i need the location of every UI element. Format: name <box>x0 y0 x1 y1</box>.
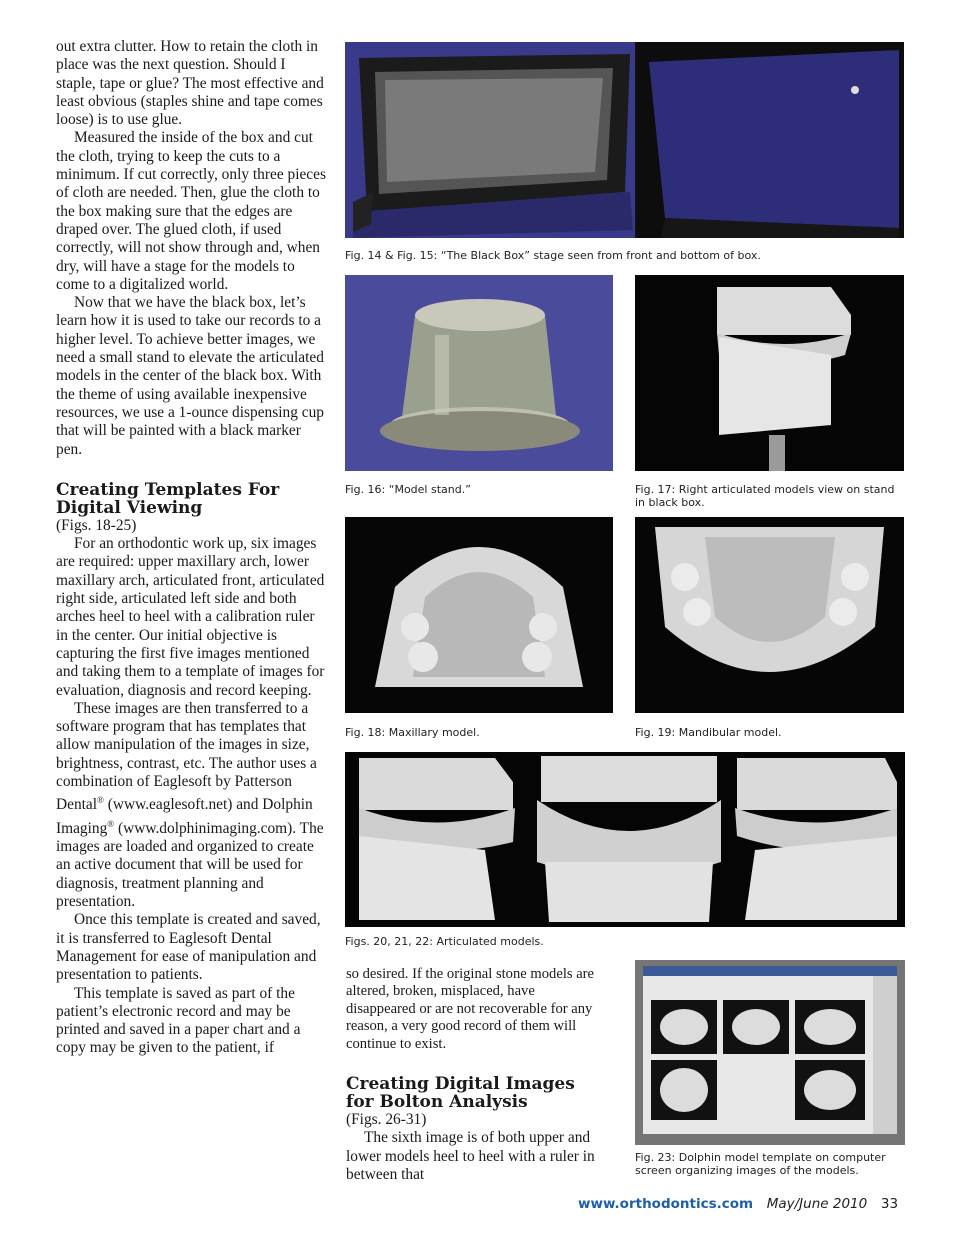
articulated-models-image <box>345 752 905 927</box>
website-link[interactable]: www.orthodontics.com <box>578 1196 754 1212</box>
text-run: (www.dolphinimaging.com). The images are loaded and organized to create an active document that will be used for diagnosis, treatment planning and presentation. <box>56 819 324 911</box>
issue-date: May/June 2010 <box>766 1196 868 1212</box>
caption-fig18: Fig. 18: Maxillary model. <box>345 726 480 739</box>
middle-column <box>346 966 608 1184</box>
black-box-photo <box>345 42 904 238</box>
figure-20-22-photo <box>345 752 905 927</box>
body-paragraph: For an orthodontic work up, six images are required: upper maxillary arch, lower maxillary arch, articulated front, articulated right side, articulated left side and both arches heel to heel with a calibration ruler in the center. Our initial objective is capturing the first five images mentioned and taking them to a template of images for evaluation, diagnosis and record keeping. <box>56 535 325 699</box>
caption-fig14-15: Fig. 14 & Fig. 15: “The Black Box” stage seen from front and bottom of box. <box>345 249 761 262</box>
page-footer <box>578 1196 898 1213</box>
section-heading-bolton: Creating Digital Images for Bolton Analysis <box>346 1074 575 1113</box>
body-paragraph: This template is saved as part of the patient’s electronic record and may be printed and saved in a paper chart and a copy may be given to the patient, if <box>56 984 301 1057</box>
model-stand-cup-image <box>345 275 613 471</box>
figure-reference: (Figs. 26-31) <box>346 1111 427 1129</box>
mandibular-model-image <box>635 517 904 713</box>
body-paragraph: out extra clutter. How to retain the cloth in place was the next question. Should I staple, tape or glue? The most effective and least obvious (staples shine and tape comes loose) is to use glue. <box>56 38 324 129</box>
registered-mark: ® <box>107 818 115 829</box>
body-paragraph: Measured the inside of the box and cut the cloth, trying to keep the cuts to a minimum. If cut correctly, only three pieces of cloth are needed. Then, glue the cloth to the box making sure that the edges are draped over. The glued cloth, if used correctly, will not show through and, when dry, will have a stage for the models to come to a digitalized world. <box>56 129 326 293</box>
body-paragraph: so desired. If the original stone models are altered, broken, misplaced, have disappeared or are not recoverable for any reason, a very good record of them will continue to exist. <box>346 966 595 1052</box>
figure-16-photo <box>345 275 613 471</box>
figure-reference: (Figs. 18-25) <box>56 516 137 534</box>
caption-fig17: Fig. 17: Right articulated models view on stand in black box. <box>635 483 895 509</box>
caption-fig23: Fig. 23: Dolphin model template on computer screen organizing images of the models. <box>635 1151 886 1177</box>
caption-fig19: Fig. 19: Mandibular model. <box>635 726 782 739</box>
section-heading-templates: Creating Templates For Digital Viewing <box>56 479 280 518</box>
body-paragraph: Once this template is created and saved, it is transferred to Eaglesoft Dental Management for ease of manipulation and presentation to patients. <box>56 911 321 984</box>
figure-14-15-photo <box>345 42 904 238</box>
caption-fig20-22: Figs. 20, 21, 22: Articulated models. <box>345 935 544 948</box>
figure-19-photo <box>635 517 904 713</box>
dolphin-template-screen-image <box>635 960 905 1145</box>
page-number: 33 <box>880 1196 899 1212</box>
left-column <box>56 38 326 1058</box>
body-paragraph <box>56 700 326 912</box>
caption-fig16: Fig. 16: “Model stand.” <box>345 483 471 496</box>
text-run: (www.eaglesoft.net) and Dolphin Imaging <box>56 796 313 837</box>
figure-17-photo <box>635 275 904 471</box>
figure-23-photo <box>635 960 905 1145</box>
articulated-models-stand-image <box>635 275 904 471</box>
maxillary-model-image <box>345 517 613 713</box>
registered-mark: ® <box>97 795 104 806</box>
text-run: These images are then transferred to a software program that has templates that allow manipulation of the images in size, brightness, contrast, etc. The author uses a combination of Eaglesoft by Patterson Dental <box>56 699 317 814</box>
body-paragraph: Now that we have the black box, let’s learn how it is used to take our records to a higher level. To achieve better images, we need a small stand to elevate the articulated models in the center of the black box. With the theme of using available inexpensive resources, we use a 1-ounce dispensing cup that will be painted with a black marker pen. <box>56 294 324 458</box>
figure-18-photo <box>345 517 613 713</box>
body-paragraph: The sixth image is of both upper and lower models heel to heel with a ruler in between that <box>346 1129 595 1183</box>
